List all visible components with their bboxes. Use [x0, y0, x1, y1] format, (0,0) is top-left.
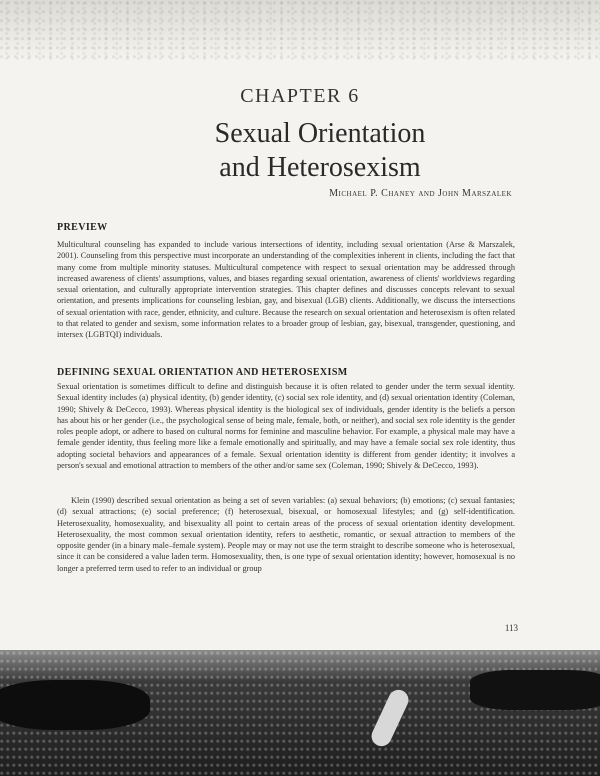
defining-paragraph-1: Sexual orientation is sometimes difficult to define and distinguish because it is often related to gender under the term sexual identity. Sexual identity includes (a) physical identity, (b) gender identity, (c) social sex role identity, and (d) sexual orientation identity (Coleman, 1990; Shively & DeCecco, 1993). Whereas physical identity is the biological sex of individuals, gender identity is the beliefs a person has about his or her gender (i.e., the psychological sense of being male, female, both, or neither), and social sex role identity is the gender roles people adopt, or adhere to based on cultural norms for feminine and masculine behavior. For example, a physical male may have a female gender identity, thus feeling more like a female emotionally and spiritually, and may have a female social sex role identity, thus adopting societal behaviors and appearances of a female. Sexual orientation identity is different from gender identity; it involves a person's sexual and emotional attraction to members of the other and/or same sex (Coleman, 1990; Shively & DeCecco, 1993). [57, 382, 515, 471]
scan-noise-top [0, 0, 600, 60]
title-line-2: and Heterosexism [219, 152, 421, 183]
title-line-1: Sexual Orientation [214, 118, 426, 149]
preview-heading: PREVIEW [57, 222, 108, 233]
page-number: 113 [504, 623, 518, 633]
scan-noise-bottom [0, 650, 600, 776]
scan-blot [470, 670, 600, 710]
chapter-authors: Michael P. Chaney and John Marszalek [329, 188, 512, 199]
chapter-title [140, 117, 500, 185]
defining-paragraph-2: Klein (1990) described sexual orientation as being a set of seven variables: (a) sexual behaviors; (b) emotions; (c) sexual fantasies; (d) sexual attractions; (e) social preference; (f) heterosexual, bisexual, or homosexual lifestyles; and (g) self-identification. Heterosexuality, homosexuality, and bisexuality all point to certain areas of the process of sexual orientation identity development. Heterosexuality, the most common sexual orientation identity, refers to aesthetic, romantic, or sexual attraction to members of the opposite gender (in a binary male–female system). People may or may not use the term straight to describe someone who is heterosexual, since it can be considered a value laden term. Homosexuality, then, is one type of sexual orientation identity; however, homosexual is no longer a preferred term used to refer to an individual or group [57, 496, 515, 573]
preview-paragraph: Multicultural counseling has expanded to include various intersections of identity, including sexual orientation (Arse & Marszalek, 2001). Counseling from this perspective must incorporate an understanding of the complexities inherent in clients, including the fact that many come from multiple minority statuses. Multicultural competence with respect to sexual orientation may be addressed through increased awareness of clients' assumptions, values, and biases regarding sexual orientation, awareness of clients' worldviews regarding sexual orientation, and culturally appropriate intervention strategies. This chapter defines and discusses concepts relevant to sexual orientation, and presents implications for counseling lesbian, gay, and bisexual (LGB) clients. Additionally, we discuss the intersections of sexual orientation with race, gender, ethnicity, and culture. Because the research on sexual orientation and heterosexism is often related to that related to gender and sexism, some information relates to a broader group of lesbian, gay, bisexual, transgender, questioning, and intersex (LGBTQI) individuals. [57, 240, 515, 340]
chapter-label: CHAPTER 6 [240, 85, 360, 107]
scan-blot [0, 680, 150, 730]
scan-blot [368, 687, 411, 750]
defining-heading: DEFINING SEXUAL ORIENTATION AND HETEROSEXISM [57, 367, 348, 378]
